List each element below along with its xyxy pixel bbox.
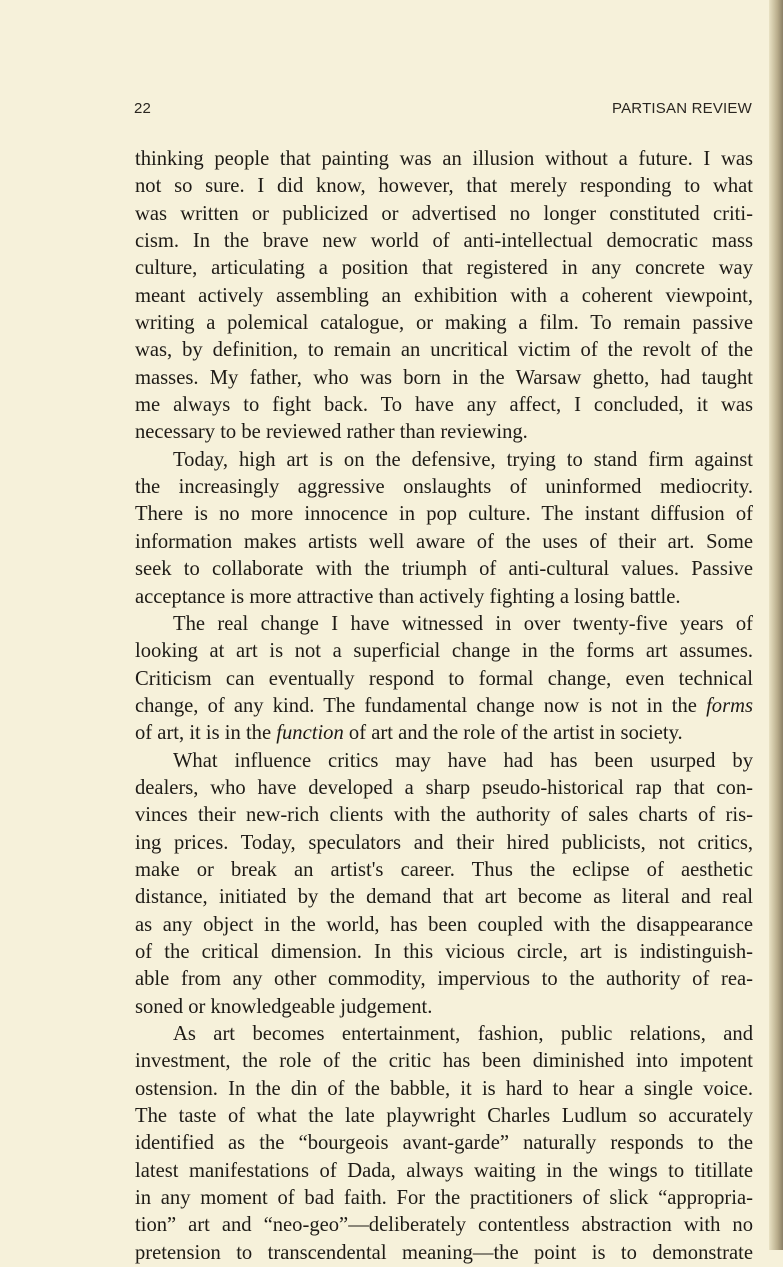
text-line: Criticism can eventually respond to formal change, even technical (135, 667, 753, 690)
text-line: meant actively assembling an exhibition with a coherent viewpoint, (135, 284, 753, 307)
text-line: not so sure. I did know, however, that merely responding to what (135, 175, 753, 198)
text-line: information makes artists well aware of the uses of their art. Some (135, 530, 753, 553)
text-line: What influence critics may have had has been usurped by (173, 749, 753, 772)
text-line: ostension. In the din of the babble, it is hard to hear a single voice. (135, 1077, 753, 1100)
paragraph (135, 1021, 753, 1267)
italic-emphasis: function (276, 722, 344, 745)
line-text: change, of any kind. The fundamental change now is not in the (135, 694, 707, 717)
text-line: vinces their new-rich clients with the authority of sales charts of ris- (135, 804, 753, 827)
text-line: was written or publicized or advertised no longer constituted criti- (135, 202, 753, 225)
text-line: cism. In the brave new world of anti-intellectual democratic mass (135, 230, 753, 253)
text-line: acceptance is more attractive than actively fighting a losing battle. (135, 585, 681, 608)
text-line: culture, articulating a position that registered in any concrete way (135, 257, 753, 280)
text-line: in any moment of bad faith. For the practitioners of slick “appropria- (135, 1187, 753, 1210)
text-line (135, 720, 753, 747)
text-line: soned or knowledgeable judgement. (135, 995, 433, 1018)
text-line: tion” art and “neo-geo”—deliberately contentless abstraction with no (135, 1214, 753, 1237)
running-title: PARTISAN REVIEW (612, 100, 752, 117)
paragraph (135, 748, 753, 1021)
text-line: necessary to be reviewed rather than reviewing. (135, 421, 528, 444)
text-line: latest manifestations of Dada, always waiting in the wings to titillate (135, 1159, 753, 1182)
paragraph (135, 146, 753, 447)
paragraph (135, 447, 753, 611)
text-line: thinking people that painting was an illusion without a future. I was (135, 148, 753, 170)
text-line: looking at art is not a superficial change in the forms art assumes. (135, 640, 753, 663)
text-line: The taste of what the late playwright Charles Ludlum so accurately (135, 1105, 753, 1128)
text-line: pretension to transcendental meaning—the point is to demonstrate (135, 1241, 753, 1264)
text-line: seek to collaborate with the triumph of anti-cultural values. Passive (135, 558, 753, 581)
text-line: identified as the “bourgeois avant-garde” naturally responds to the (135, 1132, 753, 1155)
text-line: There is no more innocence in pop culture. The instant diffusion of (135, 503, 753, 526)
text-line: ing prices. Today, speculators and their hired publicists, not critics, (135, 831, 753, 854)
text-line: the increasingly aggressive onslaughts of uninformed mediocrity. (135, 476, 753, 499)
text-line: investment, the role of the critic has been diminished into impotent (135, 1050, 753, 1073)
text-line: writing a polemical catalogue, or making a film. To remain passive (135, 312, 753, 335)
page-number: 22 (134, 100, 152, 117)
line-text: of art, it is in the (135, 722, 277, 745)
text-line: was, by definition, to remain an uncritical victim of the revolt of the (135, 339, 753, 362)
text-line: dealers, who have developed a sharp pseudo-historical rap that con- (135, 776, 753, 799)
text-line: me always to fight back. To have any affect, I concluded, it was (135, 394, 753, 417)
text-line: make or break an artist's career. Thus the eclipse of aesthetic (135, 858, 753, 881)
line-text: of art and the role of the artist in society. (343, 722, 683, 745)
text-line: masses. My father, who was born in the Warsaw ghetto, had taught (135, 366, 753, 389)
text-line: of the critical dimension. In this vicious circle, art is indistinguish- (135, 940, 753, 963)
paragraph (135, 611, 753, 748)
text-line: As art becomes entertainment, fashion, public relations, and (173, 1023, 753, 1045)
text-line: able from any other commodity, impervious to the authority of rea- (135, 968, 753, 991)
text-line (135, 693, 753, 720)
text-line: Today, high art is on the defensive, trying to stand firm against (173, 448, 753, 471)
text-line: as any object in the world, has been coupled with the disappearance (135, 913, 753, 936)
text-line: The real change I have witnessed in over twenty-five years of (173, 612, 753, 635)
text-line: distance, initiated by the demand that art become as literal and real (135, 886, 753, 909)
italic-emphasis: forms (706, 694, 753, 717)
page-edge-shadow (769, 0, 783, 1250)
body-text (135, 146, 753, 1267)
